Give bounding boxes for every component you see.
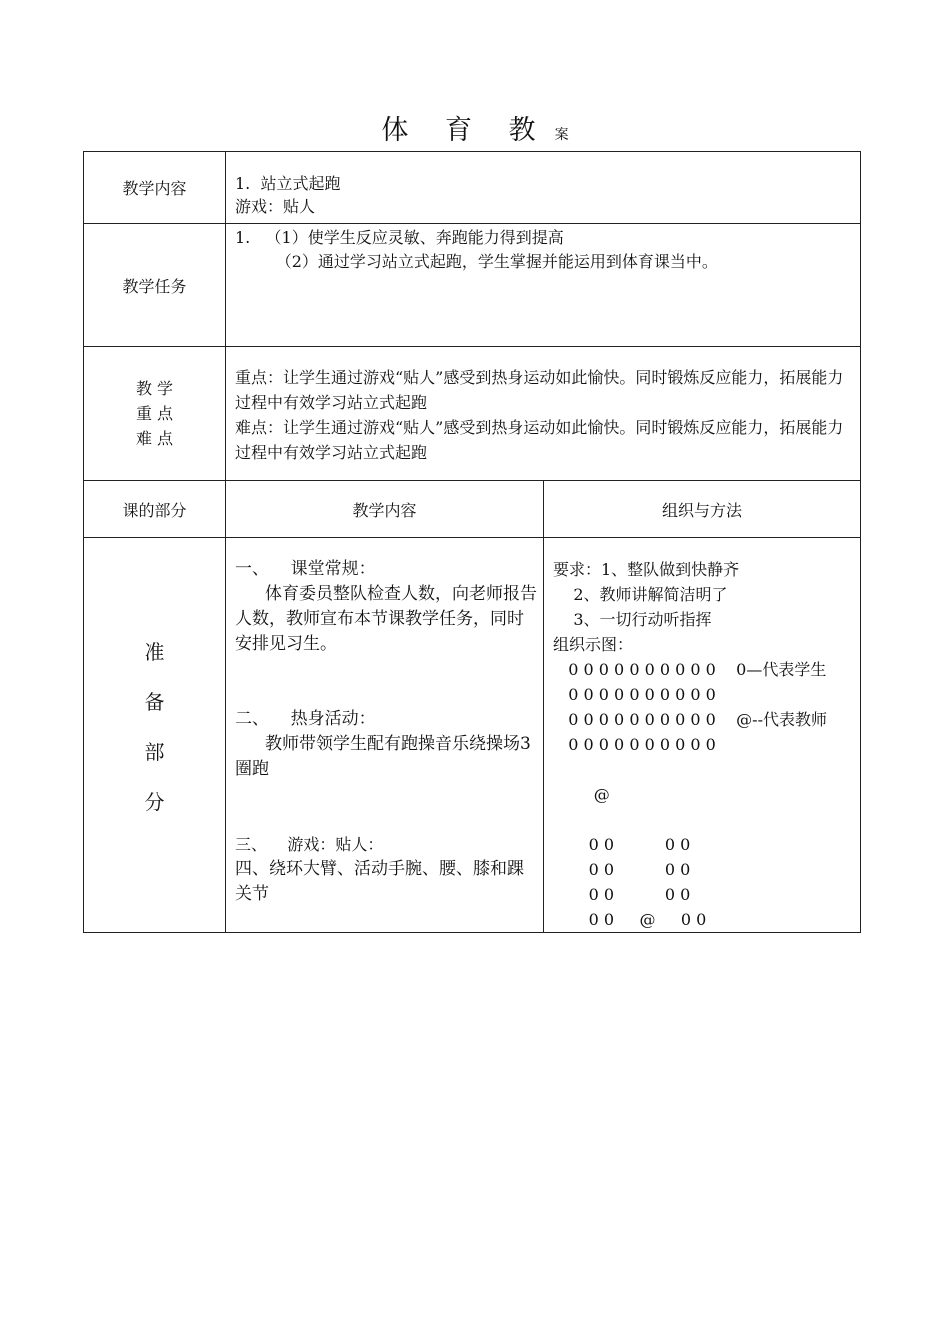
cell-prep-content <box>226 538 544 933</box>
item1-body: 体育委员整队检查人数，向老师报告人数，教师宣布本节课教学任务，同时安排见习生。 <box>235 584 537 654</box>
title-suffix: 案 <box>554 127 569 143</box>
label-preparation <box>84 538 226 933</box>
item4-text: 四、绕环大臂、活动手腕、腰、膝和踝关节 <box>235 859 524 904</box>
method-line: 要求：1、整队做到快静齐 <box>553 560 740 579</box>
method-line: 2、教师讲解简洁明了 <box>553 585 728 604</box>
game-formation-row: 0 0 0 0 <box>553 885 691 904</box>
content-line-2: 游戏：贴人 <box>235 197 316 216</box>
task-line-2: （2）通过学习站立式起跑，学生掌握并能运用到体育课当中。 <box>235 252 718 271</box>
method-line: 3、一切行动听指挥 <box>553 610 712 629</box>
teacher-marker: @ <box>553 785 610 804</box>
item2-heading: 二、 热身活动： <box>235 709 376 729</box>
game-formation-row: 0 0 @ 0 0 <box>553 910 707 929</box>
cell-teaching-task <box>226 224 861 347</box>
difficulty-text: 难点：让学生通过游戏“贴人”感受到热身运动如此愉快。同时锻炼反应能力，拓展能力过程中有效学习站立式起跑 <box>235 418 844 462</box>
prep-char-1: 准 <box>144 640 165 664</box>
header-content: 教学内容 <box>226 481 544 538</box>
game-formation-row: 0 0 0 0 <box>553 835 691 854</box>
content-line-1: 1. 站立式起跑 <box>235 174 341 193</box>
row-key-points <box>84 347 861 481</box>
page-title <box>0 108 950 147</box>
label-key-points <box>84 347 226 481</box>
formation-row: 0 0 0 0 0 0 0 0 0 0 <box>553 685 716 704</box>
cell-key-points <box>226 347 861 481</box>
item1-heading: 一、 课堂常规： <box>235 559 376 579</box>
title-main: 体 育 教 <box>381 115 550 146</box>
cell-prep-method <box>544 538 861 933</box>
header-part: 课的部分 <box>84 481 226 538</box>
row-column-headers <box>84 481 861 538</box>
label-key-line-1: 教 学 <box>135 379 174 398</box>
blank-line <box>553 757 860 782</box>
cell-teaching-content <box>226 152 861 224</box>
lesson-plan-table <box>83 151 861 933</box>
label-key-line-3: 难 点 <box>135 429 174 448</box>
label-teaching-content: 教学内容 <box>84 152 226 224</box>
formation-row: 0 0 0 0 0 0 0 0 0 0 @--代表教师 <box>553 710 827 729</box>
header-method: 组织与方法 <box>544 481 861 538</box>
prep-char-2: 备 <box>144 690 165 714</box>
row-teaching-content <box>84 152 861 224</box>
method-line: 组织示图： <box>553 635 634 654</box>
formation-row: 0 0 0 0 0 0 0 0 0 0 0—代表学生 <box>553 660 827 679</box>
prep-char-4: 分 <box>144 790 165 814</box>
row-preparation <box>84 538 861 933</box>
prep-char-3: 部 <box>144 740 165 764</box>
blank-line <box>553 807 860 832</box>
row-teaching-task <box>84 224 861 347</box>
label-teaching-task: 教学任务 <box>84 224 226 347</box>
label-key-line-2: 重 点 <box>135 404 174 423</box>
item2-body: 教师带领学生配有跑操音乐绕操场3圈跑 <box>235 734 531 779</box>
item3-heading: 三、 游戏：贴人： <box>235 835 384 854</box>
game-formation-row: 0 0 0 0 <box>553 860 691 879</box>
formation-row: 0 0 0 0 0 0 0 0 0 0 <box>553 735 716 754</box>
task-line-1: 1. （1）使学生反应灵敏、奔跑能力得到提高 <box>235 228 564 247</box>
key-point-text: 重点：让学生通过游戏“贴人”感受到热身运动如此愉快。同时锻炼反应能力，拓展能力过程中有效学习站立式起跑 <box>235 368 844 412</box>
